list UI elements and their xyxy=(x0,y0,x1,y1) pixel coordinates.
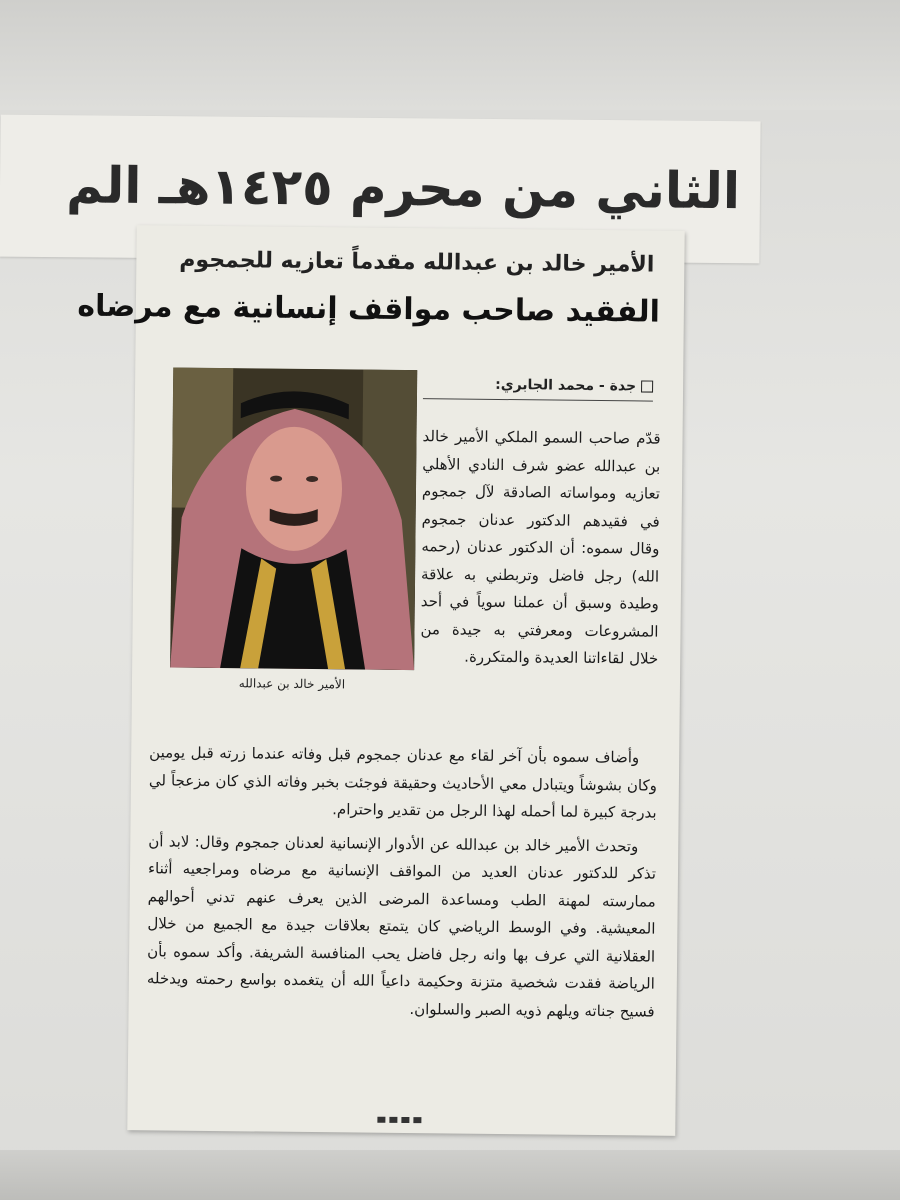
article-paragraph-1: قدّم صاحب السمو الملكي الأمير خالد بن عبدالله عضو شرف النادي الأهلي تعازيه ومواساته الصادقة لآل جمجوم في فقيدهم الدكتور عدنان جمجوم وقال سموه: أن الدكتور عدنان (رحمه الله) رجل فاضل وتربطني به علاقة وطيدة وسبق أن عملنا سوياً في أحد المشروعات ومعرفتي به جيدة من خلال لقاءاتنا العديدة والمتكررة. xyxy=(420,427,661,668)
page-background-top xyxy=(0,0,900,110)
article-photo xyxy=(170,368,417,671)
byline-text: جدة - محمد الجابري: xyxy=(495,376,637,395)
end-mark-block xyxy=(389,1117,397,1123)
end-mark-block xyxy=(413,1117,421,1123)
end-mark-block xyxy=(377,1117,385,1123)
article-paragraph-3: وتحدث الأمير خالد بن عبدالله عن الأدوار الإنسانية لعدنان جمجوم وقال: لابد أن تذكر للدكتور عدنان العديد من المواقف الإنسانية مع مرضاه ومراجعيه أثناء ممارسته لمهنة الطب ومساعدة المرضى الذين يعرف عنهم تدني أحوالهم المعيشية. وفي الوسط الرياضي كان يتمتع بعلاقات جيدة مع الجميع من خلال العقلانية التي عرف بها وانه رجل فاضل يحب المنافسة الشريفة. وأكد سموه بأن الرياضة فقدت شخصية متزنة وحكيمة داعياً الله أن يتغمده بواسع رحمته ويدخله فسيح جناته ويلهم ذويه الصبر والسلوان. xyxy=(146,831,657,1021)
article-body-full-width xyxy=(146,739,657,1031)
page-background-bottom xyxy=(0,1150,900,1200)
byline xyxy=(423,376,653,401)
newspaper-clipping xyxy=(77,225,684,1136)
date-strip-text: الثاني من محرم ١٤٢٥هـ الم xyxy=(66,156,741,221)
article-paragraph-2: وأضاف سموه بأن آخر لقاء مع عدنان جمجوم قبل وفاته عندما زرته قبل يومين وكان بشوشاً ويتبادل معي الأحاديث وحقيقة فوجئت بخبر وفاته الذي كان مزعجاً لي بدرجة كبيرة لما أحمله لهذا الرجل من تقدير واحترام. xyxy=(148,743,658,822)
photo-caption: الأمير خالد بن عبدالله xyxy=(238,676,346,692)
portrait-illustration xyxy=(170,368,417,671)
end-mark-block xyxy=(401,1117,409,1123)
subheadline: الأمير خالد بن عبدالله مقدماً تعازيه للجمجوم xyxy=(179,247,655,278)
end-of-article-mark xyxy=(377,1117,421,1123)
headline: الفقيد صاحب مواقف إنسانية مع مرضاه xyxy=(77,288,661,330)
byline-box-icon xyxy=(641,380,653,392)
